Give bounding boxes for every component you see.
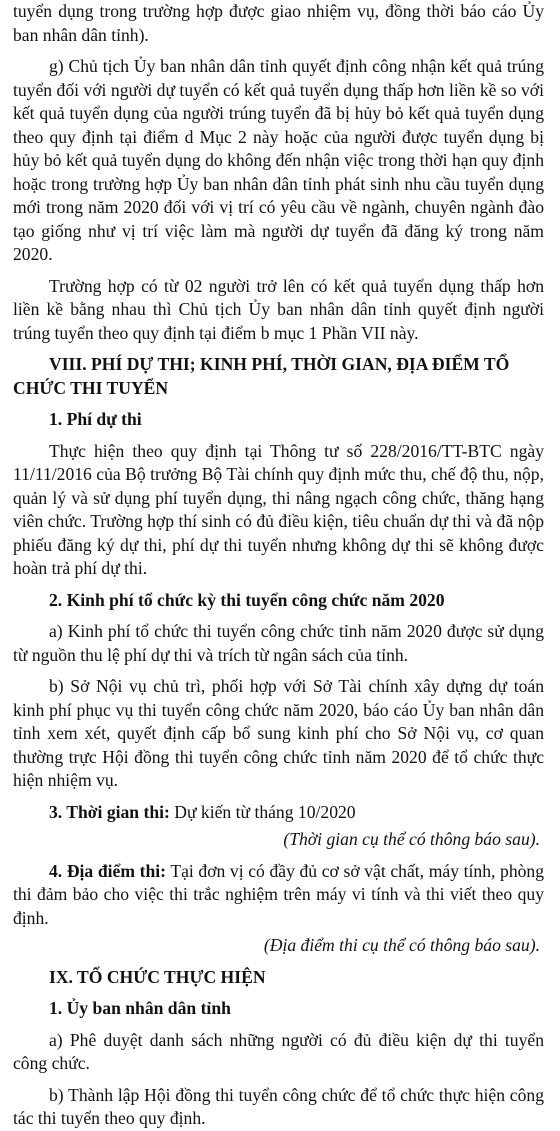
heading-section-ix: IX. TỔ CHỨC THỰC HIỆN [49, 966, 266, 987]
paragraph-budget-a: a) Kinh phí tổ chức thi tuyển công chức tỉnh năm 2020 được sử dụng từ nguồn thu lệ phí dự thi và trích từ ngân sách của tỉnh. [13, 621, 544, 665]
exam-place-line [13, 860, 544, 931]
exam-time-line [13, 801, 544, 825]
paragraph-fee: Thực hiện theo quy định tại Thông tư số 228/2016/TT-BTC ngày 11/11/2016 của Bộ trưởng Bộ Tài chính quy định mức thu, chế độ thu, nộp, quản lý và sử dụng phí tuyển dụng, thi nâng ngạch công chức, thăng hạng viên chức. Trường hợp thí sinh có đủ điều kiện, tiêu chuẩn dự thi và đã nộp phiếu đăng ký dự thi, phí dự thi tuyển nhưng không dự thi sẽ không được hoàn trả phí dự thi. [13, 440, 544, 578]
exam-time-note: (Thời gian cụ thể có thông báo sau). [283, 829, 540, 849]
exam-time-label: 3. Thời gian thi: [49, 801, 170, 822]
paragraph-intro: tuyển dụng trong trường hợp được giao nhiệm vụ, đồng thời báo cáo Ủy ban nhân dân tỉnh). [13, 1, 544, 45]
heading-provincial-committee: 1. Ủy ban nhân dân tỉnh [49, 998, 231, 1018]
exam-place-text: Tại đơn vị có đầy đủ cơ sở vật chất, máy tính, phòng thi đảm bảo cho việc thi trắc nghiệm trên máy vi tính và thi viết theo quy định. [13, 860, 545, 928]
heading-budget: 2. Kinh phí tổ chức kỳ thi tuyển công chức năm 2020 [49, 589, 445, 610]
exam-place-note: (Địa điểm thi cụ thể có thông báo sau). [263, 935, 540, 955]
exam-time-text: Dự kiến từ tháng 10/2020 [169, 801, 356, 822]
exam-place-label: 4. Địa điểm thi: [49, 860, 167, 881]
paragraph-ix-a: a) Phê duyệt danh sách những người có đủ điều kiện dự thi tuyển công chức. [13, 1029, 544, 1073]
paragraph-ix-b: b) Thành lập Hội đồng thi tuyển công chức để tổ chức thực hiện công tác thi tuyển theo quy định. [13, 1084, 544, 1128]
heading-section-viii: VIII. PHÍ DỰ THI; KINH PHÍ, THỜI GIAN, ĐỊA ĐIỂM TỔ CHỨC THI TUYỂN [13, 354, 510, 398]
paragraph-tie: Trường hợp có từ 02 người trở lên có kết quả tuyển dụng thấp hơn liền kề bằng nhau thì Chủ tịch Ủy ban nhân dân tỉnh quyết định người trúng tuyển theo quy định tại điểm b mục 1 Phần VII này. [13, 275, 544, 343]
paragraph-budget-b: b) Sở Nội vụ chủ trì, phối hợp với Sở Tài chính xây dựng dự toán kinh phí phục vụ thi tuyển công chức năm 2020, báo cáo Ủy ban nhân dân tỉnh xem xét, quyết định cấp bổ sung kinh phí cho Sở Nội vụ, cơ quan thường trực Hội đồng thi tuyển công chức tỉnh năm 2020 để tổ chức thực hiện nhiệm vụ. [13, 676, 544, 790]
paragraph-g: g) Chủ tịch Ủy ban nhân dân tỉnh quyết định công nhận kết quả trúng tuyển đối với người dự tuyển có kết quả tuyển dụng thấp hơn liền kề so với kết quả tuyển dụng của người trúng tuyển đã bị hủy bỏ kết quả tuyển dụng theo quy định tại điểm d Mục 2 này hoặc của người được tuyển dụng bị hủy bỏ kết quả tuyển dụng do không đến nhận việc trong thời hạn quy định hoặc trong trường hợp Ủy ban nhân dân tỉnh phát sinh nhu cầu tuyển dụng mới trong năm 2020 đối với vị trí có yêu cầu về ngành, chuyên ngành đào tạo giống như vị trí việc làm mà người dự tuyển đã đăng ký trong năm 2020. [13, 56, 544, 264]
heading-fee: 1. Phí dự thi [49, 409, 142, 429]
